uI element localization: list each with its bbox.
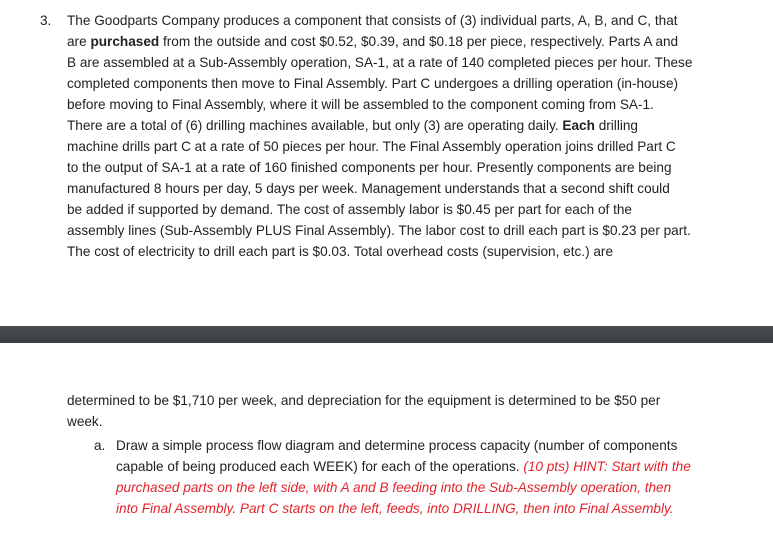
hint-text: (10 pts) HINT: Start with the — [523, 459, 691, 474]
question-line: are purchased from the outside and cost $0.52, $0.39, and $0.18 per piece, respectively. Parts A and — [67, 34, 679, 49]
question-line: There are a total of (6) drilling machines available, but only (3) are operating daily. Each drilling — [67, 118, 638, 133]
question-line: to the output of SA-1 at a rate of 160 finished components per hour. Presently components are being — [67, 160, 672, 175]
question-line: completed components then move to Final Assembly. Part C undergoes a drilling operation (in-house) — [67, 76, 679, 91]
question-line: manufactured 8 hours per day, 5 days per week. Management understands that a second shift could — [67, 181, 670, 196]
bold-purchased: purchased — [90, 34, 160, 49]
continuation-line: week. — [67, 414, 103, 429]
question-line: before moving to Final Assembly, where it will be assembled to the component coming from SA-1. — [67, 97, 654, 112]
part-a-line: capable of being produced each WEEK) for each of the operations. (10 pts) HINT: Start with the — [116, 459, 691, 474]
question-line: machine drills part C at a rate of 50 pieces per hour. The Final Assembly operation joins drilled Part C — [67, 139, 676, 154]
part-a-label: a. — [94, 438, 106, 453]
part-a-line: Draw a simple process flow diagram and determine process capacity (number of components — [116, 438, 678, 453]
hint-line: purchased parts on the left side, with A and B feeding into the Sub-Assembly operation, then — [116, 480, 672, 495]
continuation-line: determined to be $1,710 per week, and depreciation for the equipment is determined to be $50 per — [67, 393, 661, 408]
question-line: assembly lines (Sub-Assembly PLUS Final Assembly). The labor cost to drill each part is $0.23 per part. — [67, 223, 691, 238]
hint-line: into Final Assembly. Part C starts on the left, feeds, into DRILLING, then into Final Assembly. — [116, 501, 674, 516]
document-page-bottom — [0, 343, 773, 541]
question-line: The cost of electricity to drill each part is $0.03. Total overhead costs (supervision, etc.) are — [67, 244, 614, 259]
question-body — [67, 10, 767, 262]
question-continuation — [67, 390, 767, 432]
bold-each: Each — [562, 118, 595, 133]
question-number: 3. — [40, 13, 52, 28]
question-line: The Goodparts Company produces a component that consists of (3) individual parts, A, B, and C, that — [67, 13, 678, 28]
question-line: be added if supported by demand. The cost of assembly labor is $0.45 per part for each of the — [67, 202, 632, 217]
part-a-body — [116, 435, 766, 519]
question-line: B are assembled at a Sub-Assembly operation, SA-1, at a rate of 140 completed pieces per hour. These — [67, 55, 693, 70]
page-separator — [0, 326, 773, 343]
